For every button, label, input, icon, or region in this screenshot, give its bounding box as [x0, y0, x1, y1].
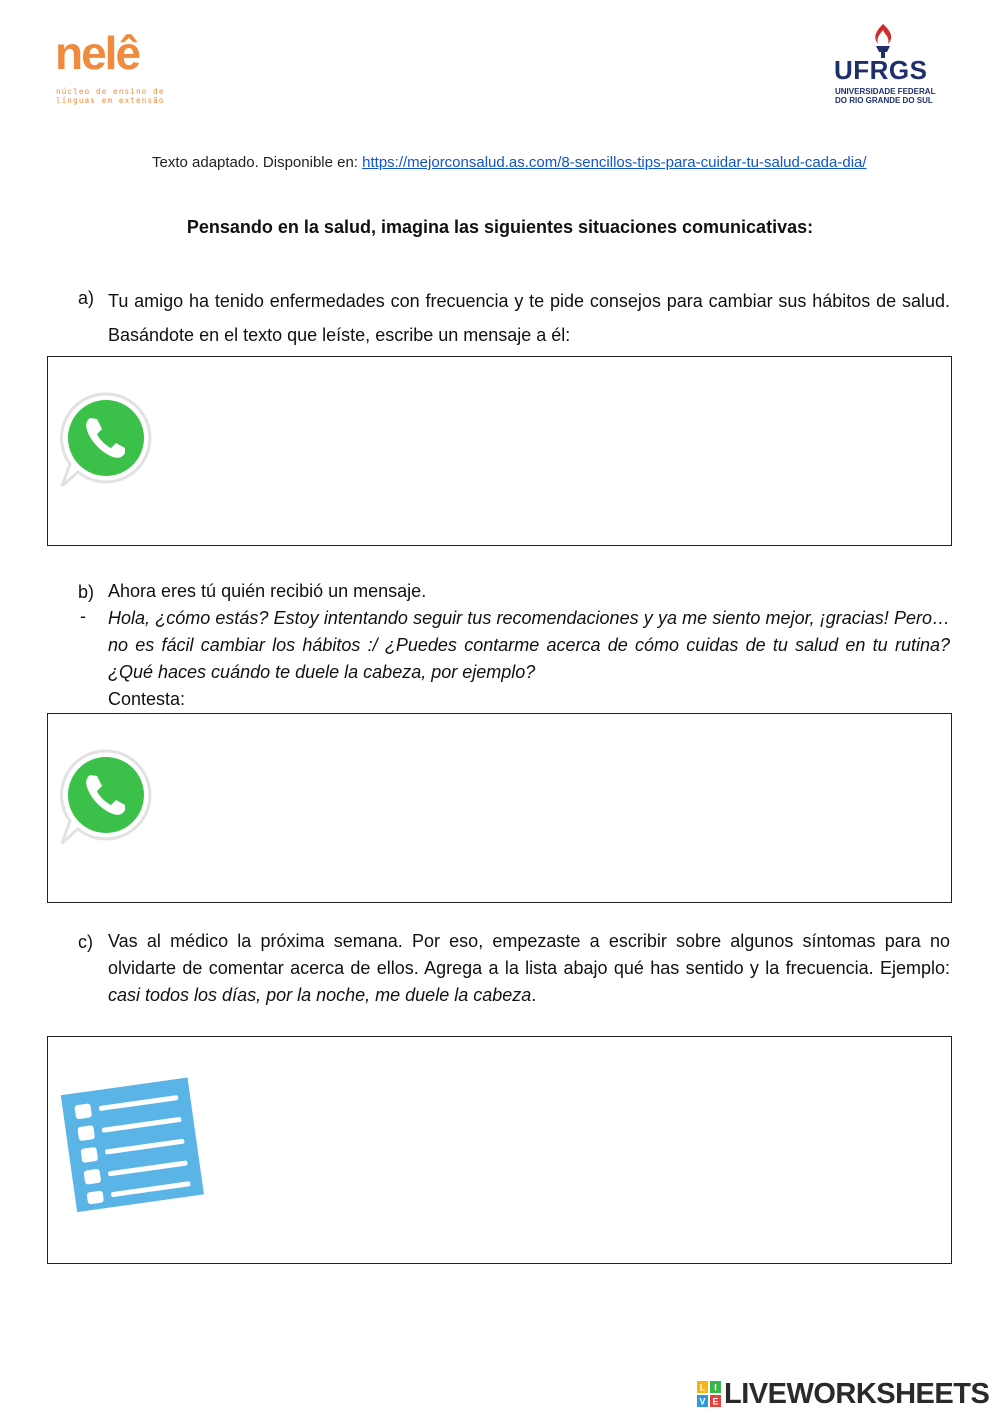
item-b-marker: b): [78, 582, 95, 602]
svg-text:V: V: [699, 1396, 706, 1407]
liveworksheets-brand: [697, 1378, 993, 1412]
item-b-text: Ahora eres tú quién recibió un mensaje.: [108, 581, 427, 601]
item-c-marker: c): [78, 932, 93, 952]
answer-box-a[interactable]: [47, 356, 952, 546]
nele-wordmark: nelê: [55, 27, 140, 79]
example-phrase: casi todos los días, por la noche, me duele la cabeza: [108, 985, 532, 1005]
received-message-quote: Hola, ¿cómo estás? Estoy intentando seguir tus recomendaciones y ya me siento mejor, ¡gracias! Pero… no es fácil cambiar los hábitos :/ ¿Puedes contarme acerca de cómo cuidas de tu salud en tu rutina? ¿Qué haces cuándo te duele la cabeza, por ejemplo?: [108, 608, 950, 682]
whatsapp-icon: [58, 747, 154, 847]
item-c-text: Vas al médico la próxima semana. Por eso, empezaste a escribir sobre algunos síntomas para no olvidarte de comentar acerca de ellos. Agrega a la lista abajo qué has sentido y la frecuencia. Ejemplo: casi todos los días, por la noche, me duele la cabeza.: [108, 931, 950, 1005]
whatsapp-icon: [58, 390, 154, 490]
nele-logo: [55, 27, 175, 110]
svg-text:E: E: [712, 1396, 719, 1407]
liveworksheets-logo-icon: [697, 1381, 721, 1407]
checklist-icon: [58, 1067, 218, 1217]
source-prefix: Texto adaptado. Disponible en:: [152, 154, 363, 171]
item-a-marker: a): [78, 288, 95, 308]
svg-text:I: I: [714, 1382, 717, 1393]
source-link[interactable]: https://mejorconsalud.as.com/8-sencillos-tips-para-cuidar-tu-salud-cada-dia/: [362, 154, 867, 171]
quote-dash: -: [80, 606, 86, 626]
ufrgs-wordmark: UFRGS: [834, 55, 928, 85]
nele-subtitle: núcleo de ensino de línguas em extensão: [56, 87, 165, 105]
ufrgs-subtitle: UNIVERSIDADE FEDERAL DO RIO GRANDE DO SUL: [835, 87, 936, 105]
source-citation: [152, 154, 867, 171]
item-a-text: Tu amigo ha tenido enfermedades con frecuencia y te pide consejos para cambiar sus hábitos de salud. Basándote en el texto que leíste, escribe un mensaje a él:: [108, 291, 950, 345]
torch-flame-icon: [866, 22, 900, 58]
reply-prompt: Contesta:: [108, 689, 186, 709]
page-heading: Pensando en la salud, imagina las siguientes situaciones comunicativas:: [186, 217, 814, 237]
answer-box-b[interactable]: [47, 713, 952, 903]
ufrgs-logo: [830, 22, 945, 112]
liveworksheets-wordmark: LIVEWORKSHEETS: [724, 1378, 990, 1410]
svg-text:L: L: [699, 1382, 706, 1393]
answer-box-c[interactable]: [47, 1036, 952, 1264]
